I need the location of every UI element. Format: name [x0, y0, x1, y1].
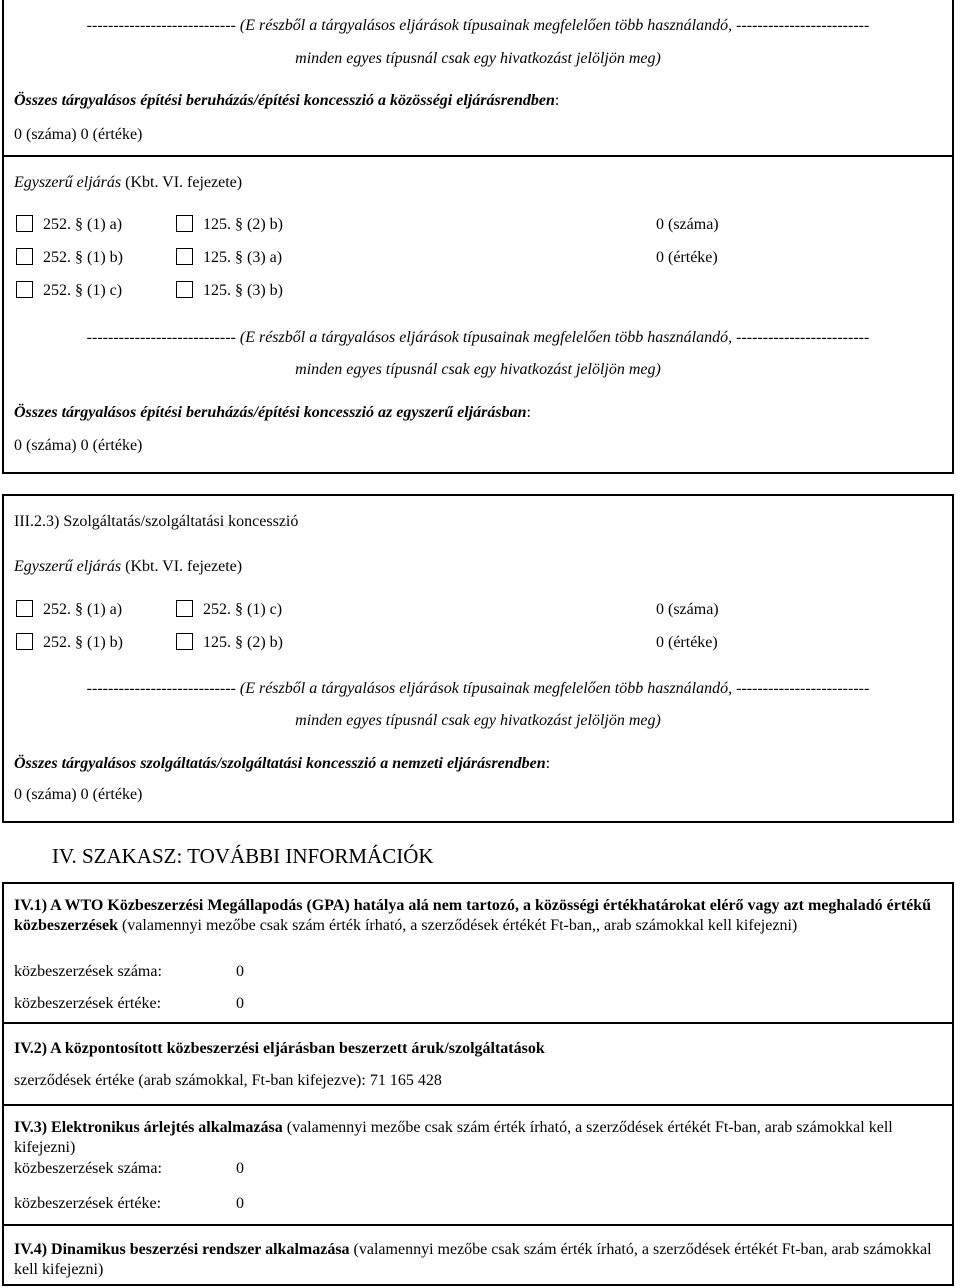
checkbox[interactable] — [176, 600, 193, 617]
simple-procedure-box — [2, 157, 954, 474]
checkbox[interactable] — [176, 281, 193, 298]
procurement-value-value: 0 — [236, 995, 244, 1012]
procurement-value-label: közbeszerzések értéke: — [14, 995, 162, 1012]
instruction-line-2: minden egyes típusnál csak egy hivatkozást jelöljön meg) — [295, 50, 661, 67]
row-value: 0 (értéke) — [656, 249, 718, 266]
service-concession-box — [2, 494, 954, 823]
instruction-dash-line: ---------------------------- (E részből a tárgyalásos eljárások típusainak megfelelően több használandó, ------------------------- — [86, 17, 870, 34]
checkbox-row[interactable]: 252. § (1) c) — [16, 281, 122, 301]
checkbox[interactable] — [16, 215, 33, 232]
row-value: 0 (száma) — [656, 601, 719, 618]
total-label: Összes tárgyalásos építési beruházás/építési koncesszió az egyszerű eljárásban: — [14, 404, 531, 421]
checkbox[interactable] — [16, 248, 33, 265]
checkbox-row[interactable]: 125. § (3) a) — [176, 248, 282, 268]
simple-procedure-heading: Egyszerű eljárás (Kbt. VI. fejezete) — [14, 558, 243, 575]
row-value: 0 (száma) — [656, 216, 719, 233]
checkbox-row[interactable]: 252. § (1) a) — [16, 215, 122, 235]
iv3-text: IV.3) Elektronikus árlejtés alkalmazása (valamennyi mezőbe csak szám érték írható, a szerződések értékét Ft-ban, arab számokkal kell kifejezni) — [14, 1119, 893, 1156]
checkbox-row[interactable]: 252. § (1) b) — [16, 633, 123, 653]
checkbox[interactable] — [176, 248, 193, 265]
iv3-box — [2, 1106, 954, 1226]
checkbox[interactable] — [16, 600, 33, 617]
section-heading: IV. SZAKASZ: TOVÁBBI INFORMÁCIÓK — [52, 844, 434, 868]
checkbox-row[interactable]: 252. § (1) c) — [176, 600, 282, 620]
iv2-title: IV.2) A központosított közbeszerzési eljárásban beszerzett áruk/szolgáltatások — [14, 1040, 545, 1057]
procurement-count-value: 0 — [236, 1160, 244, 1177]
checkbox[interactable] — [176, 215, 193, 232]
checkbox[interactable] — [16, 633, 33, 650]
total-values: 0 (száma) 0 (értéke) — [14, 437, 143, 454]
simple-procedure-heading: Egyszerű eljárás (Kbt. VI. fejezete) — [14, 174, 243, 191]
total-values: 0 (száma) 0 (értéke) — [14, 786, 143, 803]
checkbox[interactable] — [16, 281, 33, 298]
row-value: 0 (értéke) — [656, 634, 718, 651]
total-values: 0 (száma) 0 (értéke) — [14, 126, 143, 143]
checkbox-row[interactable]: 252. § (1) a) — [16, 600, 122, 620]
iv1-text: IV.1) A WTO Közbeszerzési Megállapodás (GPA) hatálya alá nem tartozó, a közösségi értékhatárokat elérő vagy azt meghaladó értékű közbeszerzések (valamennyi mezőbe csak szám érték írható, a szerződések értékét Ft-ban,, arab számokkal kell kifejezni) — [14, 897, 932, 934]
iv1-box — [2, 882, 954, 1024]
iv4-text: IV.4) Dinamikus beszerzési rendszer alkalmazása (valamennyi mezőbe csak szám érték írható, a szerződések értékét Ft-ban, arab számokkal kell kifejezni) — [14, 1241, 932, 1278]
subsection-title: III.2.3) Szolgáltatás/szolgáltatási koncesszió — [14, 513, 299, 530]
procurement-count-label: közbeszerzések száma: — [14, 1160, 162, 1177]
checkbox-row[interactable]: 125. § (2) b) — [176, 633, 283, 653]
instruction-line-2: minden egyes típusnál csak egy hivatkozást jelöljön meg) — [295, 712, 661, 729]
checkbox[interactable] — [176, 633, 193, 650]
procurement-value-label: közbeszerzések értéke: — [14, 1195, 162, 1212]
procurement-count-label: közbeszerzések száma: — [14, 963, 162, 980]
iv4-box — [2, 1226, 954, 1286]
instruction-dash-line: ---------------------------- (E részből a tárgyalásos eljárások típusainak megfelelően több használandó, ------------------------- — [86, 680, 870, 697]
total-label: Összes tárgyalásos szolgáltatás/szolgáltatási koncesszió a nemzeti eljárásrendben: — [14, 755, 551, 772]
instruction-line-2: minden egyes típusnál csak egy hivatkozást jelöljön meg) — [295, 361, 661, 378]
total-label: Összes tárgyalásos építési beruházás/építési koncesszió a közösségi eljárásrendben: — [14, 92, 560, 109]
eu-procedure-box — [2, 0, 954, 157]
iv2-box — [2, 1024, 954, 1106]
checkbox-row[interactable]: 125. § (3) b) — [176, 281, 283, 301]
checkbox-row[interactable]: 252. § (1) b) — [16, 248, 123, 268]
instruction-dash-line: ---------------------------- (E részből a tárgyalásos eljárások típusainak megfelelően több használandó, ------------------------- — [86, 329, 870, 346]
checkbox-row[interactable]: 125. § (2) b) — [176, 215, 283, 235]
procurement-count-value: 0 — [236, 963, 244, 980]
procurement-value-value: 0 — [236, 1195, 244, 1212]
iv2-contract-value: szerződések értéke (arab számokkal, Ft-ban kifejezve): 71 165 428 — [14, 1072, 442, 1089]
